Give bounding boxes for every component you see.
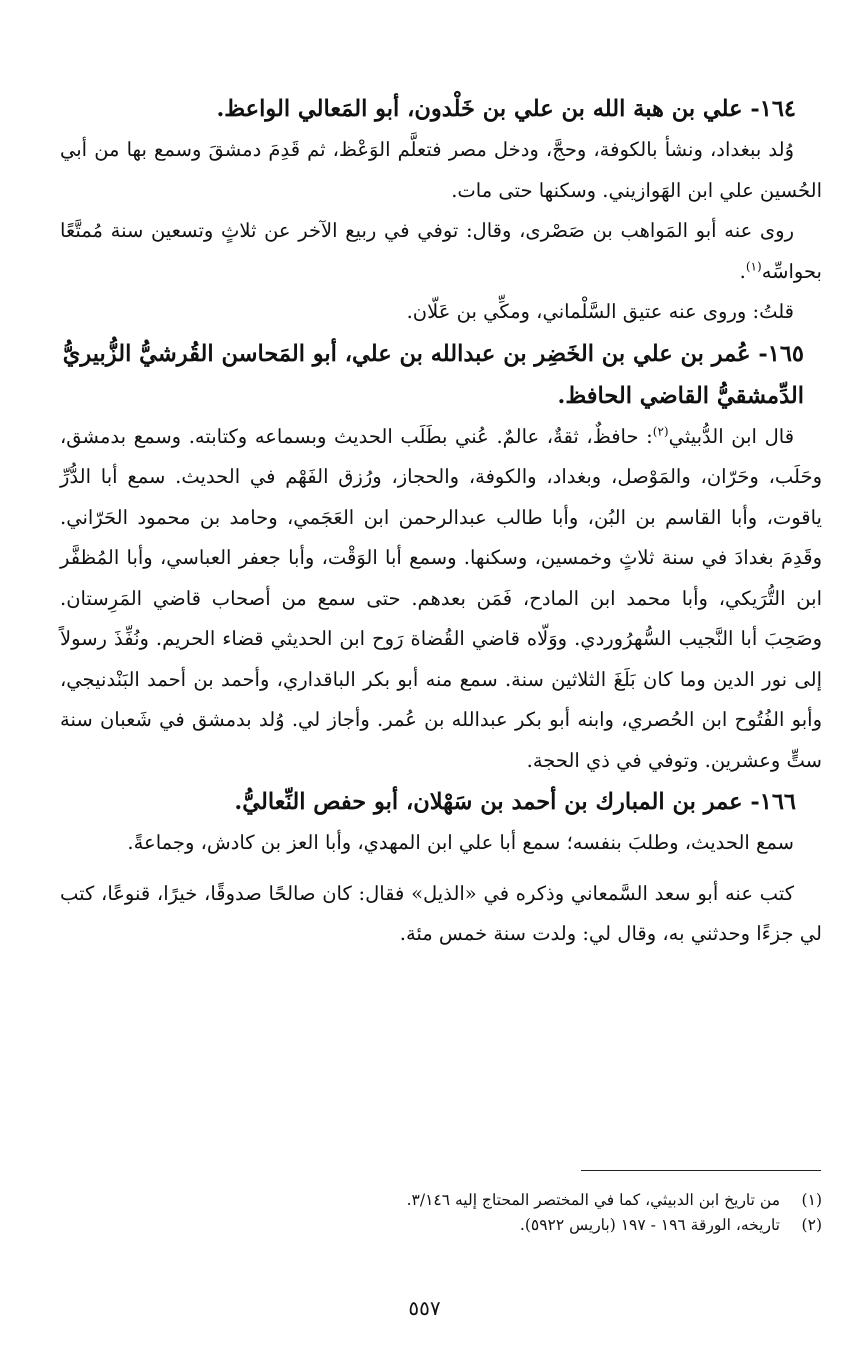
footnote-ref-2: (٢) xyxy=(652,424,669,438)
entry-165-title: ١٦٥- عُمر بن علي بن الخَضِر بن عبدالله بن علي، أبو المَحاسن القُرشيُّ الزُّبيريُّ الدِّمشقيُّ القاضي الحافظ. xyxy=(62,340,804,409)
footnote-number: (٢) xyxy=(801,1216,822,1234)
footnote-divider xyxy=(581,1170,821,1171)
entry-164-paragraph-1: وُلد ببغداد، ونشأ بالكوفة، وحجَّ، ودخل مصر فتعلَّم الوَعْظ، ثم قَدِمَ دمشقَ وسمع بها من أبي الحُسين علي ابن الهَوازيني. وسكنها حتى مات. xyxy=(60,138,822,202)
footnotes xyxy=(60,1188,822,1238)
entry-166-paragraph-2: كتب عنه أبو سعد السَّمعاني وذكره في «الذيل» فقال: كان صالحًا صدوقًا، خيرًا، قنوعًا، كتب لي جزءًا وحدثني به، وقال لي: ولدت سنة خمس مئة. xyxy=(60,881,822,945)
entry-164-paragraph-3: قلتُ: وروى عنه عتيق السَّلْماني، ومكِّي بن عَلّان. xyxy=(406,300,794,323)
footnote-2 xyxy=(60,1213,822,1238)
page-body xyxy=(60,88,822,955)
entry-165-paragraph xyxy=(60,417,822,782)
entry-164-title: ١٦٤- علي بن هبة الله بن علي بن خَلْدون، أبو المَعالي الواعظ. xyxy=(216,96,796,122)
footnote-number: (١) xyxy=(801,1191,822,1209)
entry-165-paragraph-start: قال ابن الدُّبيثي xyxy=(668,424,795,448)
footnote-1 xyxy=(60,1188,822,1213)
footnote-ref-1: (١) xyxy=(745,259,762,273)
entry-166-title: ١٦٦- عمر بن المبارك بن أحمد بن سَهْلان، أبو حفص النِّعاليُّ. xyxy=(234,789,796,815)
footnote-text: من تاريخ ابن الدبيثي، كما في المختصر المحتاج إليه ٣/١٤٦. xyxy=(406,1191,780,1209)
footnote-text: تاريخه، الورقة ١٩٦ - ١٩٧ (باريس ٥٩٢٢). xyxy=(519,1216,780,1234)
entry-164-paragraph-2: روى عنه أبو المَواهب بن صَصْرى، وقال: توفي في ربيع الآخر عن ثلاثٍ وتسعين سنة مُمتَّعًا بحواسِّه$^{(١)}$. xyxy=(60,219,822,283)
entry-166-paragraph-1: سمع الحديث، وطلبَ بنفسه؛ سمع أبا علي ابن المهدي، وأبا العز بن كادش، وجماعةً. xyxy=(127,831,794,854)
entry-165-paragraph-rest: : حافظٌ، ثقةٌ، عالمٌ. عُني بطَلَب الحديث وبسماعه وكتابته. وسمع بدمشق، وحَلَب، وحَرّان، والمَوْصل، وبغداد، والكوفة، والحجاز، ورُزق الفَهْم في الحديث. سمع أبا الدُّرِّ ياقوت، وأبا القاسم بن البُن، وأبا طالب عبدالرحمن ابن العَجَمي، وحامد بن محمود الحَرّاني. وقَدِمَ بغدادَ في سنة ثلاثٍ وخمسين، وسكنها. وسمع أبا الوَقْت، وأبا جعفر العباسي، وأبا المُظفَّر ابن التُّرَيكي، وأبا محمد ابن المادح، فَمَن بعدهم. حتى سمع من أصحاب قاضي المَرِستان. وصَحِبَ أبا النَّجيب السُّهرُوردي. ووَلّاه قاضي القُضاة رَوح ابن الحديثي قضاء الحريم. ونُفِّذَ رسولاً إلى نور الدين وما كان بَلَغَ الثلاثين سنة. سمع منه أبو بكر الباقداري، وأحمد بن أحمد البَنْدنيجي، وأبو الفُتُوح ابن الحُصري، وابنه أبو بكر عبدالله بن عُمر. وأجاز لي. وُلد بدمشق في شَعبان سنة ستٍّ وعشرين. وتوفي في ذي الحجة. xyxy=(60,424,822,772)
page-number: ٥٥٧ xyxy=(408,1296,441,1320)
entry-164-paragraph-2-text: روى عنه أبو المَواهب بن صَصْرى، وقال: توفي في ربيع الآخر عن ثلاثٍ وتسعين سنة مُمتَّعًا بحواسِّه xyxy=(60,219,822,283)
